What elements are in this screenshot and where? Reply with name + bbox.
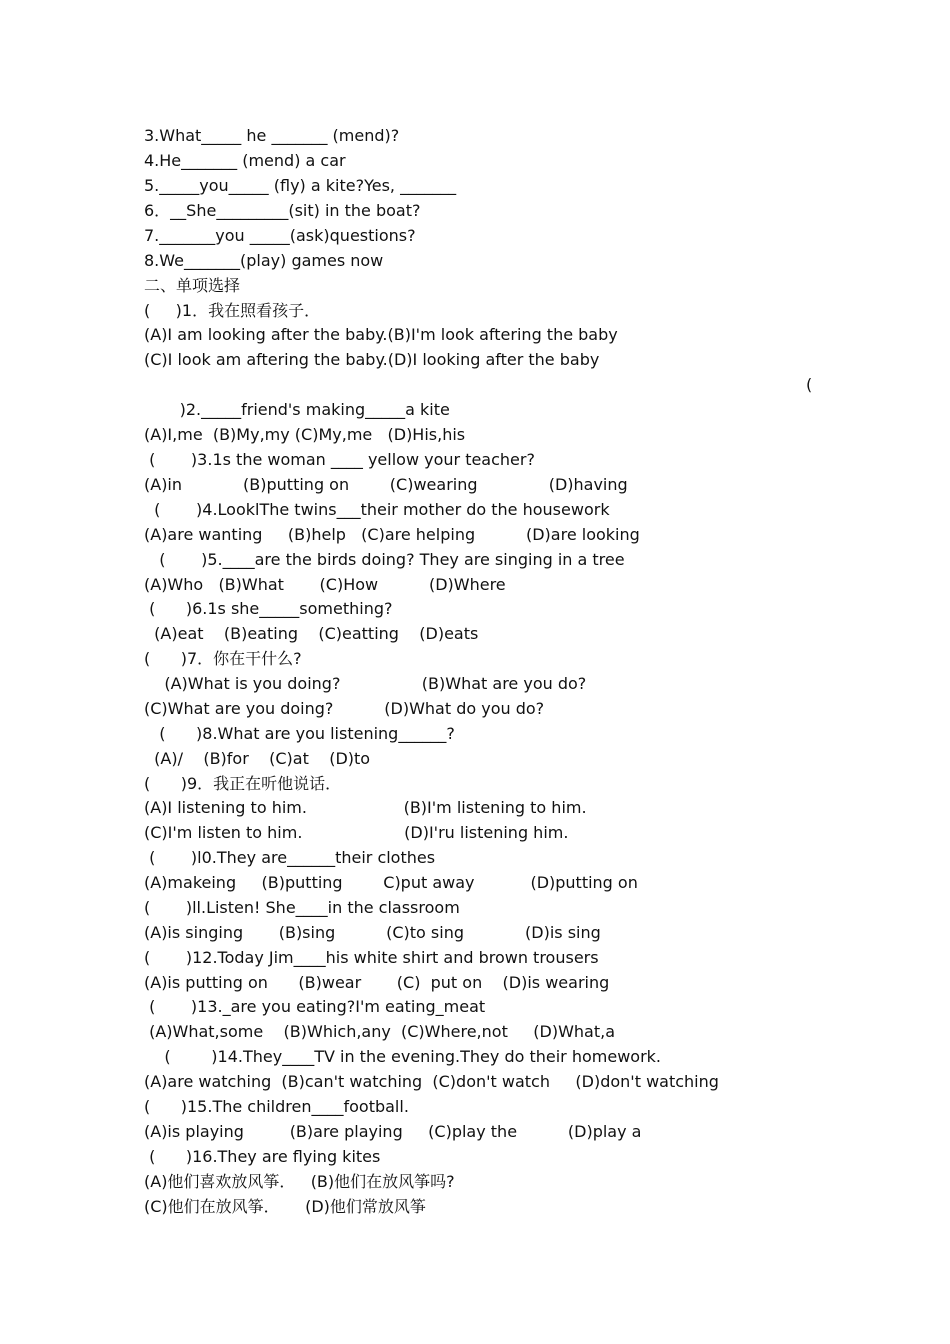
question-14-options: (A)are watching (B)can't watching (C)don't watch (D)don't watching — [144, 1072, 719, 1091]
question-5: ( )5.____are the birds doing? They are singing in a tree — [144, 550, 625, 569]
stray-parenthesis: ( — [806, 375, 813, 394]
fill-in-item-8: 8.We_______(play) games now — [144, 251, 384, 270]
question-8-options: (A)/ (B)for (C)at (D)to — [144, 749, 371, 768]
question-15-options: (A)is playing (B)are playing (C)play the (D)play a — [144, 1122, 642, 1141]
fill-in-item-5: 5._____you_____ (fly) a kite?Yes, _______ — [144, 176, 457, 195]
question-7: ( )7．你在干什么? — [144, 649, 302, 668]
question-1-options-cd: (C)I look am aftering the baby.(D)I looking after the baby — [144, 350, 600, 369]
fill-in-item-4: 4.He_______ (mend) a car — [144, 151, 346, 170]
question-9-options-ab: (A)I listening to him. (B)I'm listening to him. — [144, 798, 587, 817]
question-4: ( )4.LooklThe twins___their mother do the housework — [144, 500, 610, 519]
question-7-options-cd: (C)What are you doing? (D)What do you do? — [144, 699, 545, 718]
question-11: ( )ll.Listen! She____in the classroom — [144, 898, 460, 917]
fill-in-item-3: 3.What_____ he _______ (mend)? — [144, 126, 400, 145]
section-heading: 二、单项选择 — [144, 276, 241, 295]
question-6-options: (A)eat (B)eating (C)eatting (D)eats — [144, 624, 479, 643]
question-2-options: (A)I,me (B)My,my (C)My,me (D)His,his — [144, 425, 466, 444]
question-16-options-cd: (C)他们在放风筝． (D)他们常放风筝 — [144, 1197, 426, 1216]
question-2: )2._____friend's making_____a kite — [144, 400, 450, 419]
question-5-options: (A)Who (B)What (C)How (D)Where — [144, 575, 506, 594]
question-15: ( )15.The children____football. — [144, 1097, 409, 1116]
question-13: ( )13._are you eating?I'm eating_meat — [144, 997, 486, 1016]
question-13-options: (A)What,some (B)Which,any (C)Where,not (D)What,a — [144, 1022, 615, 1041]
question-12-options: (A)is putting on (B)wear (C) put on (D)is wearing — [144, 973, 610, 992]
question-1-options-ab: (A)I am looking after the baby.(B)I'm look aftering the baby — [144, 325, 618, 344]
question-10-options: (A)makeing (B)putting C)put away (D)putting on — [144, 873, 638, 892]
question-1: ( )1．我在照看孩子． — [144, 301, 321, 320]
question-9: ( )9．我正在听他说话． — [144, 774, 342, 793]
question-7-options-ab: (A)What is you doing? (B)What are you do? — [144, 674, 587, 693]
question-16: ( )16.They are flying kites — [144, 1147, 381, 1166]
question-11-options: (A)is singing (B)sing (C)to sing (D)is sing — [144, 923, 601, 942]
question-9-options-cd: (C)I'm listen to him. (D)I'ru listening him. — [144, 823, 569, 842]
question-10: ( )l0.They are______their clothes — [144, 848, 436, 867]
question-3-options: (A)in (B)putting on (C)wearing (D)having — [144, 475, 628, 494]
question-14: ( )14.They____TV in the evening.They do their homework. — [144, 1047, 662, 1066]
question-8: ( )8.What are you listening______? — [144, 724, 455, 743]
question-6: ( )6.1s she_____something? — [144, 599, 393, 618]
question-4-options: (A)are wanting (B)help (C)are helping (D)are looking — [144, 525, 640, 544]
fill-in-item-7: 7._______you _____(ask)questions? — [144, 226, 416, 245]
question-16-options-ab: (A)他们喜欢放风筝． (B)他们在放风筝吗? — [144, 1172, 455, 1191]
question-12: ( )12.Today Jim____his white shirt and brown trousers — [144, 948, 599, 967]
fill-in-item-6: 6．__She_________(sit) in the boat? — [144, 201, 421, 220]
question-3: ( )3.1s the woman ____ yellow your teacher? — [144, 450, 535, 469]
